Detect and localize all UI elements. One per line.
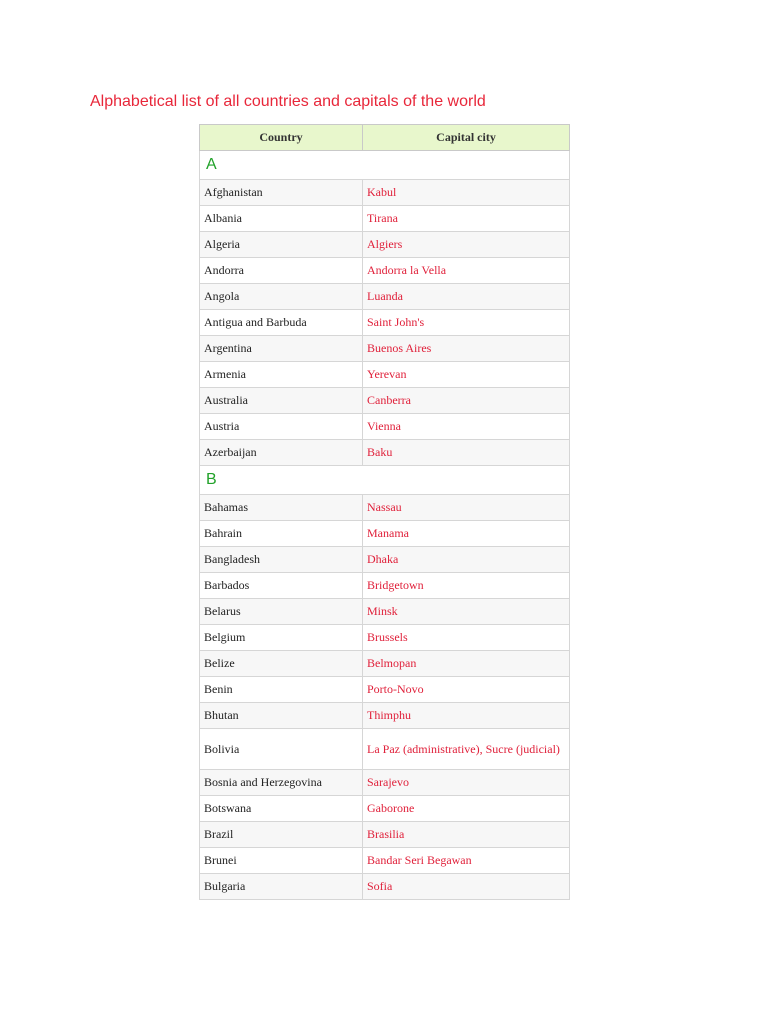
capital-cell: Dhaka [363,547,570,573]
capital-cell: Bridgetown [363,573,570,599]
table-row [200,822,570,848]
capital-cell: Luanda [363,284,570,310]
capital-cell: Belmopan [363,651,570,677]
table-row [200,388,570,414]
country-cell: Belgium [200,625,363,651]
table-row [200,414,570,440]
country-cell: Angola [200,284,363,310]
country-cell: Bosnia and Herzegovina [200,770,363,796]
table-row [200,625,570,651]
table-row [200,258,570,284]
country-cell: Armenia [200,362,363,388]
table-row [200,874,570,900]
page-title: Alphabetical list of all countries and capitals of the world [90,93,486,110]
table-row [200,362,570,388]
table-row [200,495,570,521]
capital-cell: Tirana [363,206,570,232]
capital-cell: Algiers [363,232,570,258]
capital-cell: Yerevan [363,362,570,388]
country-cell: Argentina [200,336,363,362]
table-row [200,729,570,770]
capital-cell: Brasilia [363,822,570,848]
capital-cell: Minsk [363,599,570,625]
capital-cell: Sofia [363,874,570,900]
table-row [200,284,570,310]
country-cell: Botswana [200,796,363,822]
table-row [200,573,570,599]
country-cell: Belarus [200,599,363,625]
country-cell: Brazil [200,822,363,848]
table-row [200,770,570,796]
country-column-header: Country [200,125,363,151]
table-row [200,336,570,362]
table-header-row [200,125,570,151]
capital-cell: Sarajevo [363,770,570,796]
table-row [200,703,570,729]
capital-cell: Vienna [363,414,570,440]
country-cell: Bahrain [200,521,363,547]
capital-cell: Brussels [363,625,570,651]
capital-cell: Baku [363,440,570,466]
country-cell: Austria [200,414,363,440]
capital-cell: Gaborone [363,796,570,822]
table-row [200,848,570,874]
table-row [200,651,570,677]
country-cell: Bhutan [200,703,363,729]
table-row [200,180,570,206]
country-cell: Bolivia [200,729,363,770]
country-cell: Belize [200,651,363,677]
country-cell: Andorra [200,258,363,284]
table-row [200,547,570,573]
capital-cell: Canberra [363,388,570,414]
table-row [200,796,570,822]
country-cell: Barbados [200,573,363,599]
country-cell: Bulgaria [200,874,363,900]
table-row [200,677,570,703]
section-letter-row [200,151,570,180]
country-cell: Australia [200,388,363,414]
capital-cell: Buenos Aires [363,336,570,362]
country-cell: Benin [200,677,363,703]
section-letter: B [200,466,570,495]
section-letter-row [200,466,570,495]
table-row [200,440,570,466]
capital-cell: Saint John's [363,310,570,336]
capital-cell: Manama [363,521,570,547]
table-row [200,310,570,336]
countries-capitals-table [199,124,570,900]
section-a [200,151,570,466]
country-cell: Afghanistan [200,180,363,206]
country-cell: Albania [200,206,363,232]
country-cell: Antigua and Barbuda [200,310,363,336]
table-row [200,232,570,258]
capital-cell: Kabul [363,180,570,206]
capital-cell: Nassau [363,495,570,521]
section-letter: A [200,151,570,180]
capital-cell: Andorra la Vella [363,258,570,284]
country-cell: Bangladesh [200,547,363,573]
country-cell: Azerbaijan [200,440,363,466]
table-row [200,521,570,547]
capital-cell: Bandar Seri Begawan [363,848,570,874]
capital-cell: La Paz (administrative), Sucre (judicial) [363,729,570,770]
table-row [200,206,570,232]
country-cell: Bahamas [200,495,363,521]
country-cell: Brunei [200,848,363,874]
capital-cell: Porto-Novo [363,677,570,703]
section-b [200,466,570,900]
capital-column-header: Capital city [363,125,570,151]
table-row [200,599,570,625]
country-cell: Algeria [200,232,363,258]
capital-cell: Thimphu [363,703,570,729]
